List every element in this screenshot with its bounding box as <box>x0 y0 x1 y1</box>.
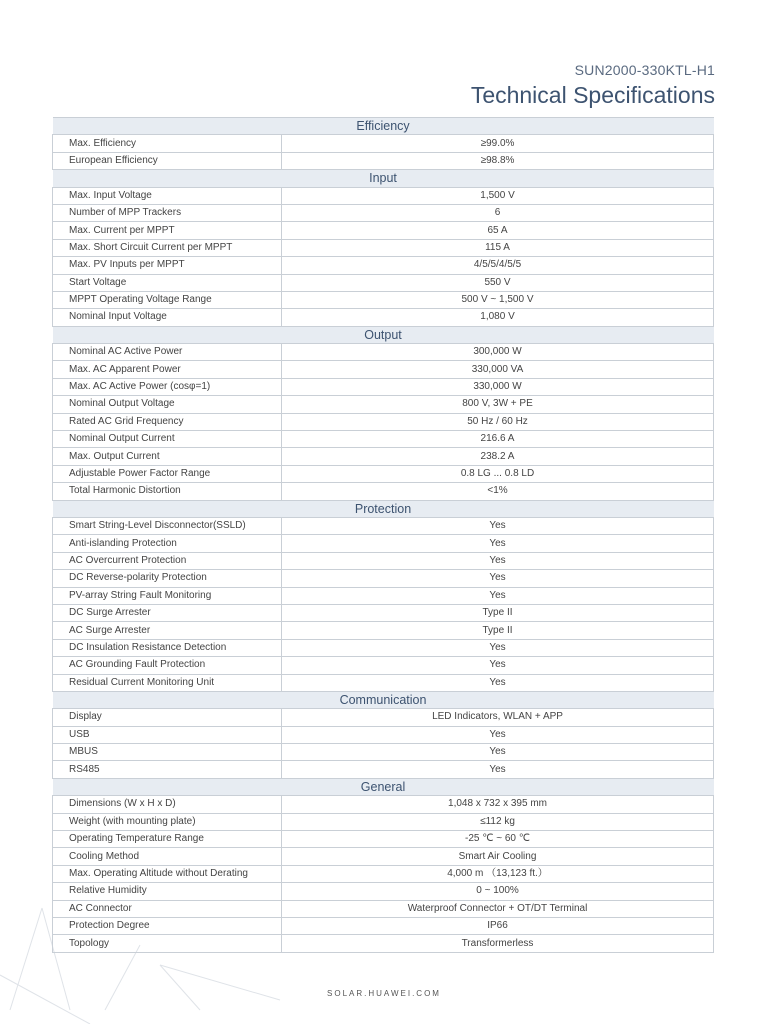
table-row <box>53 796 714 813</box>
spec-label: Adjustable Power Factor Range <box>53 465 282 482</box>
table-row <box>53 552 714 569</box>
table-row <box>53 570 714 587</box>
spec-label: AC Grounding Fault Protection <box>53 657 282 674</box>
spec-label: Display <box>53 709 282 726</box>
spec-label: Total Harmonic Distortion <box>53 483 282 500</box>
spec-value: Yes <box>282 761 714 778</box>
table-row <box>53 291 714 308</box>
spec-value: 238.2 A <box>282 448 714 465</box>
spec-label: Max. AC Active Power (cosφ=1) <box>53 378 282 395</box>
spec-label: Max. AC Apparent Power <box>53 361 282 378</box>
table-row <box>53 848 714 865</box>
spec-label: Residual Current Monitoring Unit <box>53 674 282 691</box>
table-row <box>53 274 714 291</box>
table-row <box>53 413 714 430</box>
table-row <box>53 639 714 656</box>
table-row <box>53 813 714 830</box>
spec-label: Number of MPP Trackers <box>53 204 282 221</box>
spec-label: Operating Temperature Range <box>53 831 282 848</box>
table-row <box>53 239 714 256</box>
spec-value: Yes <box>282 535 714 552</box>
spec-value: Yes <box>282 639 714 656</box>
spec-label: Protection Degree <box>53 917 282 934</box>
spec-value: 330,000 W <box>282 378 714 395</box>
spec-value: 1,080 V <box>282 309 714 326</box>
section-title: Efficiency <box>53 118 714 135</box>
footer-url: SOLAR.HUAWEI.COM <box>327 989 441 998</box>
spec-value: Type II <box>282 622 714 639</box>
table-row <box>53 761 714 778</box>
spec-value: 4,000 m （13,123 ft.） <box>282 865 714 882</box>
spec-value: 1,500 V <box>282 187 714 204</box>
table-row <box>53 344 714 361</box>
spec-label: Max. Output Current <box>53 448 282 465</box>
table-row <box>53 378 714 395</box>
spec-label: MBUS <box>53 744 282 761</box>
table-row <box>53 517 714 534</box>
table-row <box>53 674 714 691</box>
spec-label: Nominal Output Current <box>53 431 282 448</box>
spec-value: 300,000 W <box>282 344 714 361</box>
spec-value: Yes <box>282 744 714 761</box>
spec-label: PV-array String Fault Monitoring <box>53 587 282 604</box>
table-row <box>53 204 714 221</box>
spec-label: AC Connector <box>53 900 282 917</box>
section-header-protection <box>53 500 714 517</box>
spec-value: Smart Air Cooling <box>282 848 714 865</box>
table-row <box>53 135 714 152</box>
spec-label: Nominal Output Voltage <box>53 396 282 413</box>
table-row <box>53 257 714 274</box>
table-row <box>53 604 714 621</box>
table-row <box>53 587 714 604</box>
spec-value: IP66 <box>282 917 714 934</box>
spec-value: Yes <box>282 726 714 743</box>
section-title: Communication <box>53 691 714 708</box>
spec-label: Dimensions (W x H x D) <box>53 796 282 813</box>
model-number: SUN2000-330KTL-H1 <box>574 62 715 78</box>
spec-value: Yes <box>282 570 714 587</box>
spec-label: Nominal Input Voltage <box>53 309 282 326</box>
spec-value: 50 Hz / 60 Hz <box>282 413 714 430</box>
table-row <box>53 865 714 882</box>
table-row <box>53 657 714 674</box>
spec-label: RS485 <box>53 761 282 778</box>
spec-label: Rated AC Grid Frequency <box>53 413 282 430</box>
spec-value: 0.8 LG ... 0.8 LD <box>282 465 714 482</box>
section-header-efficiency <box>53 118 714 135</box>
table-row <box>53 883 714 900</box>
spec-label: Weight (with mounting plate) <box>53 813 282 830</box>
spec-value: Waterproof Connector + OT/DT Terminal <box>282 900 714 917</box>
spec-label: AC Overcurrent Protection <box>53 552 282 569</box>
spec-value: 4/5/5/4/5/5 <box>282 257 714 274</box>
spec-label: USB <box>53 726 282 743</box>
spec-value: 115 A <box>282 239 714 256</box>
spec-value: 216.6 A <box>282 431 714 448</box>
table-row <box>53 917 714 934</box>
section-title: General <box>53 778 714 795</box>
table-row <box>53 535 714 552</box>
spec-label: Max. Operating Altitude without Derating <box>53 865 282 882</box>
spec-value: 6 <box>282 204 714 221</box>
spec-value: 65 A <box>282 222 714 239</box>
section-header-input <box>53 170 714 187</box>
table-row <box>53 935 714 952</box>
spec-label: MPPT Operating Voltage Range <box>53 291 282 308</box>
spec-value: Yes <box>282 657 714 674</box>
spec-label: Smart String-Level Disconnector(SSLD) <box>53 517 282 534</box>
document-header <box>471 62 715 109</box>
spec-value: ≥98.8% <box>282 152 714 169</box>
table-row <box>53 900 714 917</box>
table-row <box>53 431 714 448</box>
spec-label: Max. PV Inputs per MPPT <box>53 257 282 274</box>
spec-label: DC Surge Arrester <box>53 604 282 621</box>
spec-value: -25 ℃ ~ 60 ℃ <box>282 831 714 848</box>
spec-value: 800 V, 3W + PE <box>282 396 714 413</box>
table-row <box>53 622 714 639</box>
section-header-output <box>53 326 714 343</box>
section-title: Protection <box>53 500 714 517</box>
spec-value: 0 ~ 100% <box>282 883 714 900</box>
table-row <box>53 361 714 378</box>
table-row <box>53 483 714 500</box>
spec-label: Max. Efficiency <box>53 135 282 152</box>
spec-value: ≥99.0% <box>282 135 714 152</box>
spec-label: Relative Humidity <box>53 883 282 900</box>
table-row <box>53 222 714 239</box>
table-row <box>53 831 714 848</box>
spec-value: LED Indicators, WLAN + APP <box>282 709 714 726</box>
spec-label: DC Reverse-polarity Protection <box>53 570 282 587</box>
spec-value: 330,000 VA <box>282 361 714 378</box>
spec-label: Start Voltage <box>53 274 282 291</box>
page-title: Technical Specifications <box>470 82 715 108</box>
table-row <box>53 187 714 204</box>
spec-value: 1,048 x 732 x 395 mm <box>282 796 714 813</box>
table-row <box>53 448 714 465</box>
spec-label: Topology <box>53 935 282 952</box>
section-title: Output <box>53 326 714 343</box>
spec-label: Max. Short Circuit Current per MPPT <box>53 239 282 256</box>
spec-label: Nominal AC Active Power <box>53 344 282 361</box>
section-title: Input <box>53 170 714 187</box>
table-row <box>53 396 714 413</box>
spec-value: Type II <box>282 604 714 621</box>
spec-value: 500 V ~ 1,500 V <box>282 291 714 308</box>
table-row <box>53 744 714 761</box>
spec-value: <1% <box>282 483 714 500</box>
table-row <box>53 709 714 726</box>
section-header-general <box>53 778 714 795</box>
spec-value: 550 V <box>282 274 714 291</box>
table-row <box>53 465 714 482</box>
spec-label: Max. Current per MPPT <box>53 222 282 239</box>
spec-label: DC Insulation Resistance Detection <box>53 639 282 656</box>
spec-label: AC Surge Arrester <box>53 622 282 639</box>
spec-label: Anti-islanding Protection <box>53 535 282 552</box>
spec-value: Yes <box>282 517 714 534</box>
spec-value: Yes <box>282 587 714 604</box>
spec-label: European Efficiency <box>53 152 282 169</box>
spec-label: Cooling Method <box>53 848 282 865</box>
table-row <box>53 152 714 169</box>
spec-value: Yes <box>282 674 714 691</box>
section-header-communication <box>53 691 714 708</box>
table-row <box>53 726 714 743</box>
spec-table <box>52 117 714 953</box>
table-row <box>53 309 714 326</box>
spec-value: Transformerless <box>282 935 714 952</box>
spec-value: Yes <box>282 552 714 569</box>
spec-value: ≤112 kg <box>282 813 714 830</box>
spec-label: Max. Input Voltage <box>53 187 282 204</box>
